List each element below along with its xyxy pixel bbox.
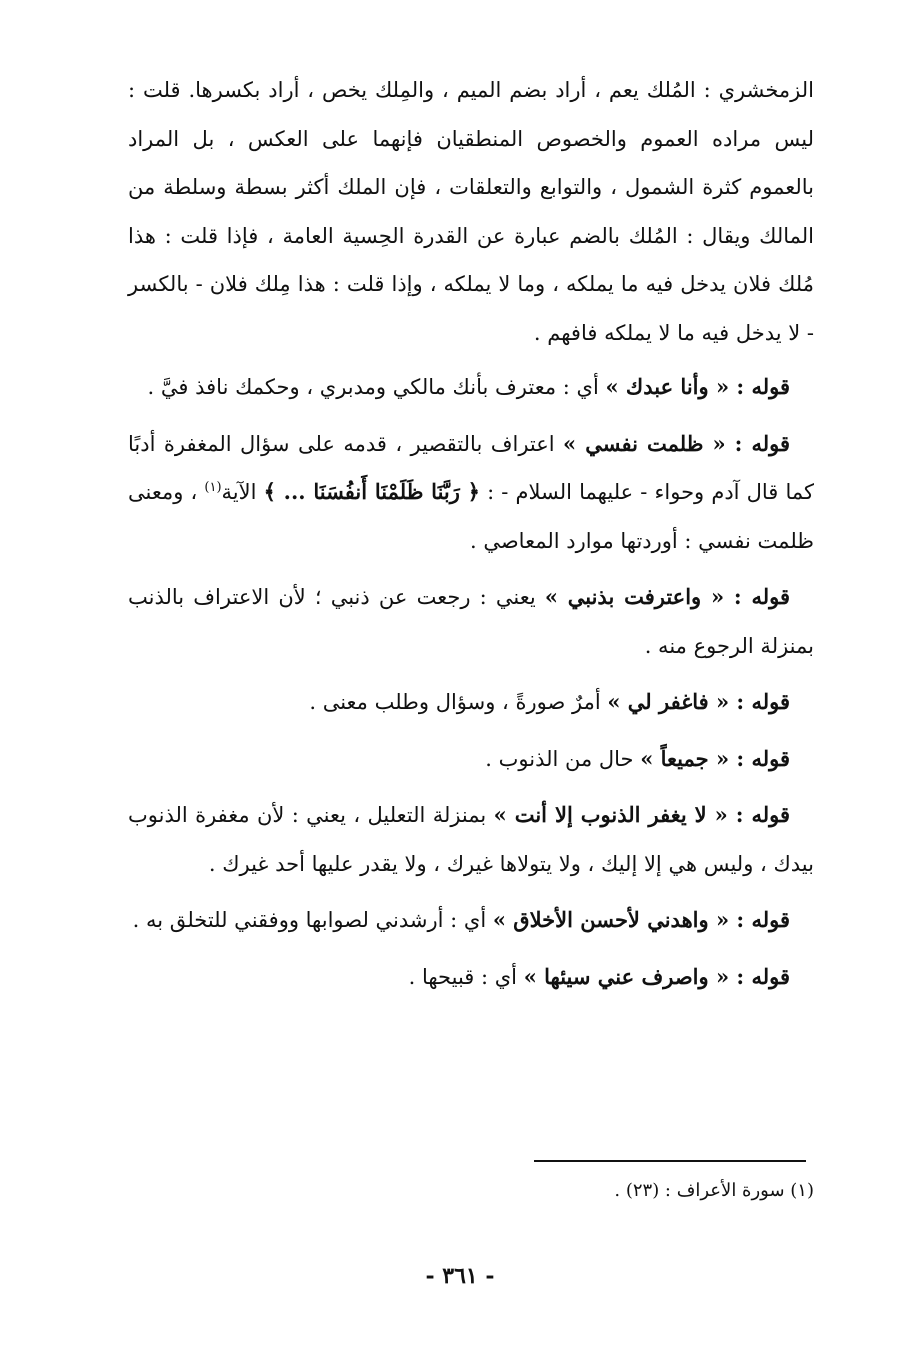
paragraph-faghfir-li xyxy=(128,678,814,727)
quoted-phrase: قوله : « واهدني لأحسن الأخلاق » xyxy=(492,907,790,932)
quoted-phrase: قوله : « ظلمت نفسي » xyxy=(563,430,791,456)
paragraph-text: الآية xyxy=(221,480,264,504)
paragraph-mulk-explanation xyxy=(128,66,814,357)
page-body xyxy=(128,66,814,1009)
paragraph-la-yaghfiru xyxy=(128,791,814,888)
paragraph-wahdini xyxy=(128,896,814,945)
paragraph-text: الزمخشري : المُلك يعم ، أراد بضم الميم ، والمِلك يخص ، أراد بكسرها. قلت : ليس مراده العموم والخصوص المنطقيان فإنهما على العكس ، بل المراد بالعموم كثرة الشمول ، والتوابع والتعلقات ، فإن الملك أكثر بسطة وسلطة من المالك ويقال : المُلك بالضم عبارة عن القدرة الحِسية العامة ، فإذا قلت : هذا مُلك فلان يدخل فيه ما يملكه ، وما لا يملكه ، وإذا قلت : هذا مِلك فلان - بالكسر - لا يدخل فيه ما لا يملكه فافهم . xyxy=(128,78,814,345)
paragraph-wasrif-anni xyxy=(128,953,814,1002)
paragraph-jamian xyxy=(128,735,814,784)
paragraph-text: أمرٌ صورةً ، وسؤال وطلب معنى . xyxy=(309,690,608,714)
quoted-phrase: قوله : « واعترفت بذنبي » xyxy=(544,584,790,609)
quoted-phrase: قوله : « جميعاً » xyxy=(640,745,790,771)
paragraph-text: يعني : رجعت عن ذنبي ؛ لأن الاعتراف بالذنب بمنزلة الرجوع منه . xyxy=(128,585,814,658)
footnote-separator xyxy=(534,1160,806,1162)
footnote-marker: (١) xyxy=(204,480,222,495)
paragraph-zalamtu-nafsi xyxy=(128,420,814,566)
paragraph-text: أي : أرشدني لصوابها ووفقني للتخلق به . xyxy=(132,908,493,932)
quoted-phrase: قوله : « واصرف عني سيئها » xyxy=(523,963,790,989)
quoted-phrase: قوله : « لا يغفر الذنوب إلا أنت » xyxy=(493,802,790,827)
paragraph-text: أي : قبيحها . xyxy=(408,964,524,989)
quran-verse: ﴿ رَبَّنَا ظَلَمْنَا أَنفُسَنَا ... ﴾ xyxy=(263,479,480,504)
quoted-phrase: قوله : « وأنا عبدك » xyxy=(605,374,790,399)
page-number: - ٣٦١ - xyxy=(425,1263,495,1289)
paragraph-wataraftu-bidhanbi xyxy=(128,573,814,670)
paragraph-text: حال من الذنوب . xyxy=(485,746,641,771)
paragraph-wa-ana-abduka xyxy=(128,363,814,412)
paragraph-text: اعتراف بالتقصير ، قدمه على سؤال المغفرة أدبًا كما قال آدم وحواء - عليهما السلام - : xyxy=(128,431,814,504)
paragraph-text: بمنزلة التعليل ، يعني : لأن مغفرة الذنوب بيدك ، وليس هي إلا إليك ، ولا يتولاها غيرك ، ولا يقدر عليها أحد غيرك . xyxy=(128,803,814,876)
paragraph-text: ، ومعنى ظلمت نفسي : أوردتها موارد المعاصي . xyxy=(128,480,814,553)
footnote: (١) سورة الأعراف : (٢٣) . xyxy=(614,1180,814,1201)
quoted-phrase: قوله : « فاغفر لي » xyxy=(607,689,790,714)
paragraph-text: أي : معترف بأنك مالكي ومدبري ، وحكمك نافذ فيَّ . xyxy=(147,375,606,399)
